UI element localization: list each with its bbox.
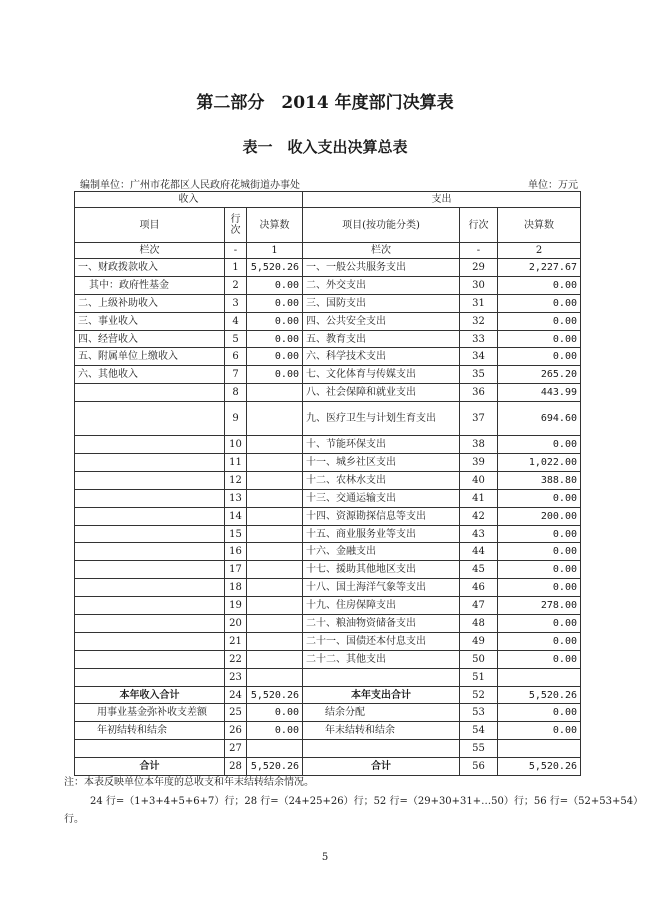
income-amount-cell: 0.00	[247, 330, 303, 348]
income-item-cell	[75, 507, 225, 525]
expense-item-cell: 年末结转和结余	[303, 722, 460, 740]
header-row-lanci	[75, 243, 581, 259]
income-amount-cell	[247, 615, 303, 633]
revenue-expenditure-table	[74, 191, 581, 776]
table-row	[75, 436, 581, 454]
expense-amount-cell: 0.00	[498, 276, 581, 294]
expense-row-no-cell: 35	[460, 366, 498, 384]
expense-row-no-cell: 42	[460, 507, 498, 525]
income-amount-cell	[247, 454, 303, 472]
income-item-cell	[75, 668, 225, 686]
expense-item-cell: 三、国防支出	[303, 294, 460, 312]
expense-row-no-cell: 53	[460, 704, 498, 722]
income-amount-cell	[247, 561, 303, 579]
income-amount-cell	[247, 668, 303, 686]
table-row	[75, 384, 581, 402]
expense-item-cell: 十、节能环保支出	[303, 436, 460, 454]
income-item-cell	[75, 650, 225, 668]
expense-row-no-cell: 34	[460, 348, 498, 366]
income-row-no-cell: 12	[225, 471, 247, 489]
expense-row-no-cell: 39	[460, 454, 498, 472]
table-row	[75, 294, 581, 312]
income-row-no-cell: 17	[225, 561, 247, 579]
expense-row-no-cell: 31	[460, 294, 498, 312]
expense-row-no-header: 行次	[460, 208, 498, 243]
expense-row-no-cell: 48	[460, 615, 498, 633]
expense-item-cell: 六、科学技术支出	[303, 348, 460, 366]
expense-item-cell: 二、外交支出	[303, 276, 460, 294]
income-row-no-cell: 18	[225, 579, 247, 597]
income-amount-cell: 5,520.26	[247, 686, 303, 704]
income-amount-cell: 5,520.26	[247, 758, 303, 776]
income-amount-cell	[247, 436, 303, 454]
expense-amount-cell: 0.00	[498, 436, 581, 454]
expense-row-no-cell: 54	[460, 722, 498, 740]
income-item-cell	[75, 489, 225, 507]
income-row-no-cell: 15	[225, 525, 247, 543]
income-row-no-cell: 9	[225, 402, 247, 436]
income-item-cell: 五、附属单位上缴收入	[75, 348, 225, 366]
income-row-no-cell: 4	[225, 312, 247, 330]
expense-amount-cell: 0.00	[498, 525, 581, 543]
expense-row-no-cell: 33	[460, 330, 498, 348]
income-item-cell	[75, 632, 225, 650]
expense-item-cell: 五、教育支出	[303, 330, 460, 348]
income-item-cell	[75, 740, 225, 758]
expense-row-no-cell: 36	[460, 384, 498, 402]
income-item-cell: 六、其他收入	[75, 366, 225, 384]
income-amount-cell	[247, 632, 303, 650]
income-amount-cell	[247, 471, 303, 489]
income-item-cell: 二、上级补助收入	[75, 294, 225, 312]
expense-amount-cell: 0.00	[498, 543, 581, 561]
expense-item-cell: 十二、农林水支出	[303, 471, 460, 489]
expense-amount-cell: 0.00	[498, 330, 581, 348]
expense-row-no-cell: 45	[460, 561, 498, 579]
table-title: 表一 收入支出决算总表	[242, 138, 408, 156]
income-amount-cell	[247, 543, 303, 561]
expense-item-cell: 八、社会保障和就业支出	[303, 384, 460, 402]
expense-amount-cell: 388.80	[498, 471, 581, 489]
income-row-no-cell: 13	[225, 489, 247, 507]
expense-row-no-cell: 49	[460, 632, 498, 650]
expense-amount-cell: 0.00	[498, 722, 581, 740]
expense-item-cell: 十四、资源勘探信息等支出	[303, 507, 460, 525]
table-row	[75, 579, 581, 597]
table-row	[75, 402, 581, 436]
income-row-no-cell: 27	[225, 740, 247, 758]
expense-amount-cell	[498, 740, 581, 758]
income-item-cell	[75, 579, 225, 597]
table-row	[75, 259, 581, 277]
expense-amount-cell: 0.00	[498, 704, 581, 722]
income-col-number: 1	[247, 243, 303, 259]
table-row	[75, 471, 581, 489]
table-row	[75, 722, 581, 740]
expense-row-no-cell: 32	[460, 312, 498, 330]
table-row	[75, 668, 581, 686]
income-item-cell	[75, 597, 225, 615]
note-line-3: 行。	[64, 814, 84, 825]
income-item-cell	[75, 454, 225, 472]
income-row-no-cell: 21	[225, 632, 247, 650]
table-row	[75, 686, 581, 704]
table-row	[75, 348, 581, 366]
expense-amount-cell: 200.00	[498, 507, 581, 525]
income-amount-cell	[247, 402, 303, 436]
income-amount-cell	[247, 507, 303, 525]
header-row-columns	[75, 208, 581, 243]
expense-row-no-cell: 37	[460, 402, 498, 436]
income-item-cell	[75, 561, 225, 579]
table-row	[75, 276, 581, 294]
income-amount-cell: 0.00	[247, 276, 303, 294]
currency-unit: 单位：万元	[528, 180, 578, 191]
income-row-no-cell: 6	[225, 348, 247, 366]
expense-amount-cell: 0.00	[498, 632, 581, 650]
income-amount-cell	[247, 525, 303, 543]
expense-amount-cell: 1,022.00	[498, 454, 581, 472]
table-row	[75, 704, 581, 722]
expense-amount-cell: 0.00	[498, 312, 581, 330]
page-title: 第二部分 2014 年度部门决算表	[196, 93, 454, 113]
income-row-no-cell: 3	[225, 294, 247, 312]
expense-amount-cell: 2,227.67	[498, 259, 581, 277]
page-number: 5	[321, 852, 329, 863]
income-row-no-header: 行次	[225, 208, 247, 243]
expense-item-cell: 十一、城乡社区支出	[303, 454, 460, 472]
income-amount-cell	[247, 384, 303, 402]
table-row	[75, 454, 581, 472]
table-row	[75, 525, 581, 543]
income-lanci-dash: -	[225, 243, 247, 259]
expense-amount-cell: 0.00	[498, 489, 581, 507]
expense-row-no-cell: 52	[460, 686, 498, 704]
income-amount-cell: 0.00	[247, 704, 303, 722]
expense-row-no-cell: 44	[460, 543, 498, 561]
income-row-no-cell: 2	[225, 276, 247, 294]
header-row-sections	[75, 192, 581, 208]
expense-item-cell: 一、一般公共服务支出	[303, 259, 460, 277]
income-item-cell	[75, 615, 225, 633]
note-line-2: 24 行=（1+3+4+5+6+7）行；28 行=（24+25+26）行；52 行=（29+30+31+…50）行；56 行=（52+53+54）	[90, 796, 644, 807]
expense-item-cell: 十八、国土海洋气象等支出	[303, 579, 460, 597]
expense-row-no-cell: 50	[460, 650, 498, 668]
expense-col-number: 2	[498, 243, 581, 259]
income-amount-cell	[247, 489, 303, 507]
expense-amount-cell: 265.20	[498, 366, 581, 384]
income-item-cell	[75, 384, 225, 402]
income-item-cell: 用事业基金弥补收支差额	[75, 704, 225, 722]
expense-amount-cell: 0.00	[498, 650, 581, 668]
table-row	[75, 615, 581, 633]
income-item-cell: 合计	[75, 758, 225, 776]
expense-row-no-cell: 30	[460, 276, 498, 294]
income-row-no-cell: 28	[225, 758, 247, 776]
income-amount-cell: 0.00	[247, 722, 303, 740]
table-row	[75, 330, 581, 348]
income-item-cell	[75, 543, 225, 561]
income-row-no-cell: 11	[225, 454, 247, 472]
expense-lanci-label: 栏次	[303, 243, 460, 259]
table-row	[75, 366, 581, 384]
expense-lanci-dash: -	[460, 243, 498, 259]
income-item-cell: 一、财政拨款收入	[75, 259, 225, 277]
expense-item-cell: 十六、金融支出	[303, 543, 460, 561]
table-row	[75, 597, 581, 615]
income-row-no-cell: 22	[225, 650, 247, 668]
income-row-no-cell: 25	[225, 704, 247, 722]
income-amount-cell	[247, 650, 303, 668]
expense-item-cell: 二十、粮油物资储备支出	[303, 615, 460, 633]
table-row	[75, 740, 581, 758]
income-row-no-cell: 16	[225, 543, 247, 561]
expense-amount-header: 决算数	[498, 208, 581, 243]
income-row-no-cell: 19	[225, 597, 247, 615]
expense-amount-cell: 5,520.26	[498, 686, 581, 704]
income-item-cell: 三、事业收入	[75, 312, 225, 330]
income-item-cell: 年初结转和结余	[75, 722, 225, 740]
expense-item-cell	[303, 740, 460, 758]
income-amount-cell: 0.00	[247, 366, 303, 384]
income-row-no-cell: 26	[225, 722, 247, 740]
income-amount-header: 决算数	[247, 208, 303, 243]
expense-amount-cell: 443.99	[498, 384, 581, 402]
expense-item-cell: 七、文化体育与传媒支出	[303, 366, 460, 384]
expense-item-cell: 十五、商业服务业等支出	[303, 525, 460, 543]
expense-row-no-cell: 43	[460, 525, 498, 543]
expense-item-cell: 十三、交通运输支出	[303, 489, 460, 507]
expense-row-no-cell: 51	[460, 668, 498, 686]
income-item-cell	[75, 471, 225, 489]
expense-row-no-cell: 38	[460, 436, 498, 454]
expense-row-no-cell: 55	[460, 740, 498, 758]
income-amount-cell: 5,520.26	[247, 259, 303, 277]
income-row-no-cell: 7	[225, 366, 247, 384]
income-amount-cell	[247, 740, 303, 758]
expense-amount-cell: 0.00	[498, 579, 581, 597]
table-row	[75, 561, 581, 579]
expense-item-cell: 九、医疗卫生与计划生育支出	[303, 402, 460, 436]
income-lanci-label: 栏次	[75, 243, 225, 259]
income-row-no-cell: 10	[225, 436, 247, 454]
expense-row-no-cell: 40	[460, 471, 498, 489]
income-item-header: 项目	[75, 208, 225, 243]
expense-item-cell: 结余分配	[303, 704, 460, 722]
expense-amount-cell: 0.00	[498, 561, 581, 579]
table-row	[75, 632, 581, 650]
income-section-header: 收入	[75, 192, 303, 208]
income-row-no-cell: 23	[225, 668, 247, 686]
income-item-cell: 四、经营收入	[75, 330, 225, 348]
income-row-no-cell: 24	[225, 686, 247, 704]
expense-item-cell: 合计	[303, 758, 460, 776]
income-item-cell	[75, 402, 225, 436]
income-amount-cell: 0.00	[247, 348, 303, 366]
income-row-no-cell: 5	[225, 330, 247, 348]
expense-item-cell: 十九、住房保障支出	[303, 597, 460, 615]
income-amount-cell	[247, 579, 303, 597]
income-item-cell: 本年收入合计	[75, 686, 225, 704]
table-row	[75, 650, 581, 668]
income-item-cell: 其中：政府性基金	[75, 276, 225, 294]
expense-row-no-cell: 41	[460, 489, 498, 507]
income-item-cell	[75, 525, 225, 543]
income-row-no-cell: 1	[225, 259, 247, 277]
expense-row-no-cell: 46	[460, 579, 498, 597]
table-row	[75, 489, 581, 507]
income-row-no-cell: 8	[225, 384, 247, 402]
income-row-no-cell: 20	[225, 615, 247, 633]
expense-amount-cell: 5,520.26	[498, 758, 581, 776]
expense-item-cell: 十七、援助其他地区支出	[303, 561, 460, 579]
compiling-unit: 编制单位：广州市花都区人民政府花城街道办事处	[80, 180, 300, 191]
expense-item-cell: 二十二、其他支出	[303, 650, 460, 668]
table-row	[75, 507, 581, 525]
expense-amount-cell	[498, 668, 581, 686]
expense-amount-cell: 0.00	[498, 348, 581, 366]
expense-amount-cell: 278.00	[498, 597, 581, 615]
expense-item-cell: 四、公共安全支出	[303, 312, 460, 330]
table-row	[75, 543, 581, 561]
expense-amount-cell: 0.00	[498, 294, 581, 312]
income-row-no-cell: 14	[225, 507, 247, 525]
income-amount-cell: 0.00	[247, 312, 303, 330]
expense-item-header: 项目(按功能分类)	[303, 208, 460, 243]
expense-amount-cell: 0.00	[498, 615, 581, 633]
expense-item-cell: 本年支出合计	[303, 686, 460, 704]
expense-item-cell	[303, 668, 460, 686]
expense-row-no-cell: 29	[460, 259, 498, 277]
expense-amount-cell: 694.60	[498, 402, 581, 436]
table-row	[75, 312, 581, 330]
expense-row-no-cell: 56	[460, 758, 498, 776]
note-line-1: 注：本表反映单位本年度的总收支和年末结转结余情况。	[64, 777, 314, 788]
income-amount-cell	[247, 597, 303, 615]
income-item-cell	[75, 436, 225, 454]
income-amount-cell: 0.00	[247, 294, 303, 312]
expense-section-header: 支出	[303, 192, 581, 208]
expense-item-cell: 二十一、国债还本付息支出	[303, 632, 460, 650]
expense-row-no-cell: 47	[460, 597, 498, 615]
